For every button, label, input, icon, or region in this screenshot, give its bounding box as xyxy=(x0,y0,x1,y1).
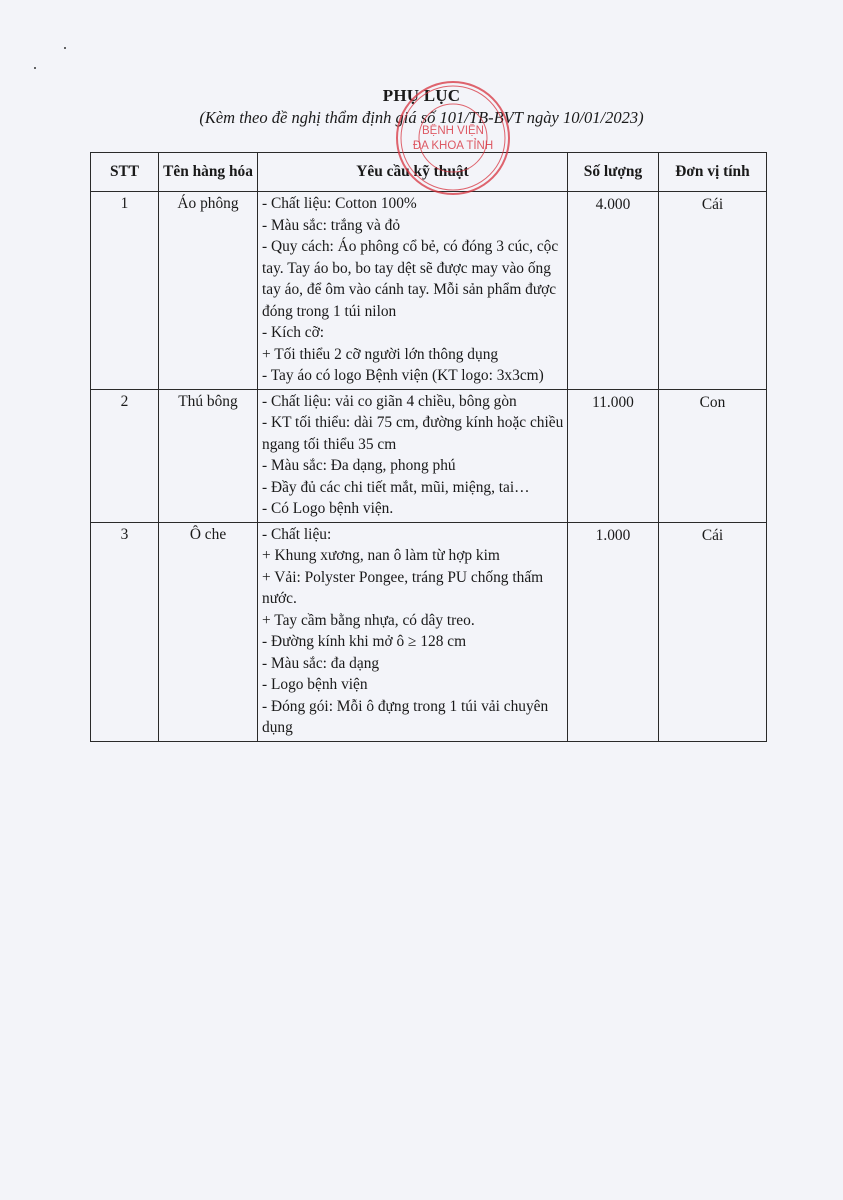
header-name: Tên hàng hóa xyxy=(159,153,258,192)
header-unit: Đơn vị tính xyxy=(659,153,767,192)
specification-table xyxy=(90,152,767,742)
row-unit: Con xyxy=(659,389,767,522)
requirement-line: - Tay áo có logo Bệnh viện (KT logo: 3x3cm) xyxy=(262,367,544,384)
table-header-row xyxy=(91,153,767,192)
requirement-line: - Đường kính khi mở ô ≥ 128 cm xyxy=(262,633,467,650)
requirement-line: - Màu sắc: đa dạng xyxy=(262,654,380,672)
row-item-name: Ô che xyxy=(159,522,258,741)
requirement-line: - Kích cỡ: xyxy=(262,324,324,341)
scan-speck xyxy=(34,67,36,69)
stamp-text-line-2: ĐA KHOA TỈNH xyxy=(412,140,494,152)
requirement-line: - Có Logo bệnh viện. xyxy=(262,500,394,517)
row-requirements xyxy=(258,389,568,522)
header-quantity: Số lượng xyxy=(568,153,659,192)
header-stt: STT xyxy=(91,153,159,192)
stamp-text-line-1: BỆNH VIỆN xyxy=(422,125,484,137)
requirement-line: - KT tối thiểu: dài 75 cm, đường kính hoặc chiều ngang tối thiểu 35 cm xyxy=(262,414,564,453)
scan-speck xyxy=(64,47,66,49)
table-row xyxy=(91,192,767,390)
requirement-line: - Chất liệu: Cotton 100% xyxy=(262,195,417,212)
row-stt: 1 xyxy=(91,192,159,390)
requirement-line: + Khung xương, nan ô làm từ hợp kim xyxy=(262,547,500,564)
requirement-line: + Tối thiểu 2 cỡ người lớn thông dụng xyxy=(262,345,499,363)
stamp-text xyxy=(413,124,493,152)
requirement-line: - Quy cách: Áo phông cổ bẻ, có đóng 3 cúc, cộc tay. Tay áo bo, bo tay dệt sẽ được may vào ống tay áo, để ôm vào cánh tay. Mỗi sản phẩm được đóng trong 1 túi nilon xyxy=(262,238,559,320)
requirement-line: - Màu sắc: trắng và đỏ xyxy=(262,216,401,234)
row-stt: 3 xyxy=(91,522,159,741)
table-row xyxy=(91,389,767,522)
row-quantity: 4.000 xyxy=(568,192,659,390)
row-unit: Cái xyxy=(659,522,767,741)
requirement-line: - Đầy đủ các chi tiết mắt, mũi, miệng, tai… xyxy=(262,478,530,496)
row-quantity: 11.000 xyxy=(568,389,659,522)
requirement-line: - Màu sắc: Đa dạng, phong phú xyxy=(262,457,456,474)
table-row xyxy=(91,522,767,741)
requirement-line: + Tay cầm bằng nhựa, có dây treo. xyxy=(262,611,475,629)
requirement-line: + Vải: Polyster Pongee, tráng PU chống thấm nước. xyxy=(262,568,544,607)
requirement-line: - Logo bệnh viện xyxy=(262,676,368,693)
requirement-line: - Chất liệu: xyxy=(262,525,332,543)
row-item-name: Áo phông xyxy=(159,192,258,390)
header-requirements: Yêu cầu kỹ thuật xyxy=(258,153,568,192)
row-item-name: Thú bông xyxy=(159,389,258,522)
row-quantity: 1.000 xyxy=(568,522,659,741)
document-subtitle: (Kèm theo đề nghị thẩm định giá số 101/TB-BVT ngày 10/01/2023) xyxy=(199,108,644,127)
requirement-line: - Đóng gói: Mỗi ô đựng trong 1 túi vải chuyên dụng xyxy=(262,697,549,736)
row-stt: 2 xyxy=(91,389,159,522)
row-requirements xyxy=(258,522,568,741)
row-unit: Cái xyxy=(659,192,767,390)
document-title: PHỤ LỤC xyxy=(382,86,461,105)
row-requirements xyxy=(258,192,568,390)
requirement-line: - Chất liệu: vải co giãn 4 chiều, bông gòn xyxy=(262,392,517,410)
